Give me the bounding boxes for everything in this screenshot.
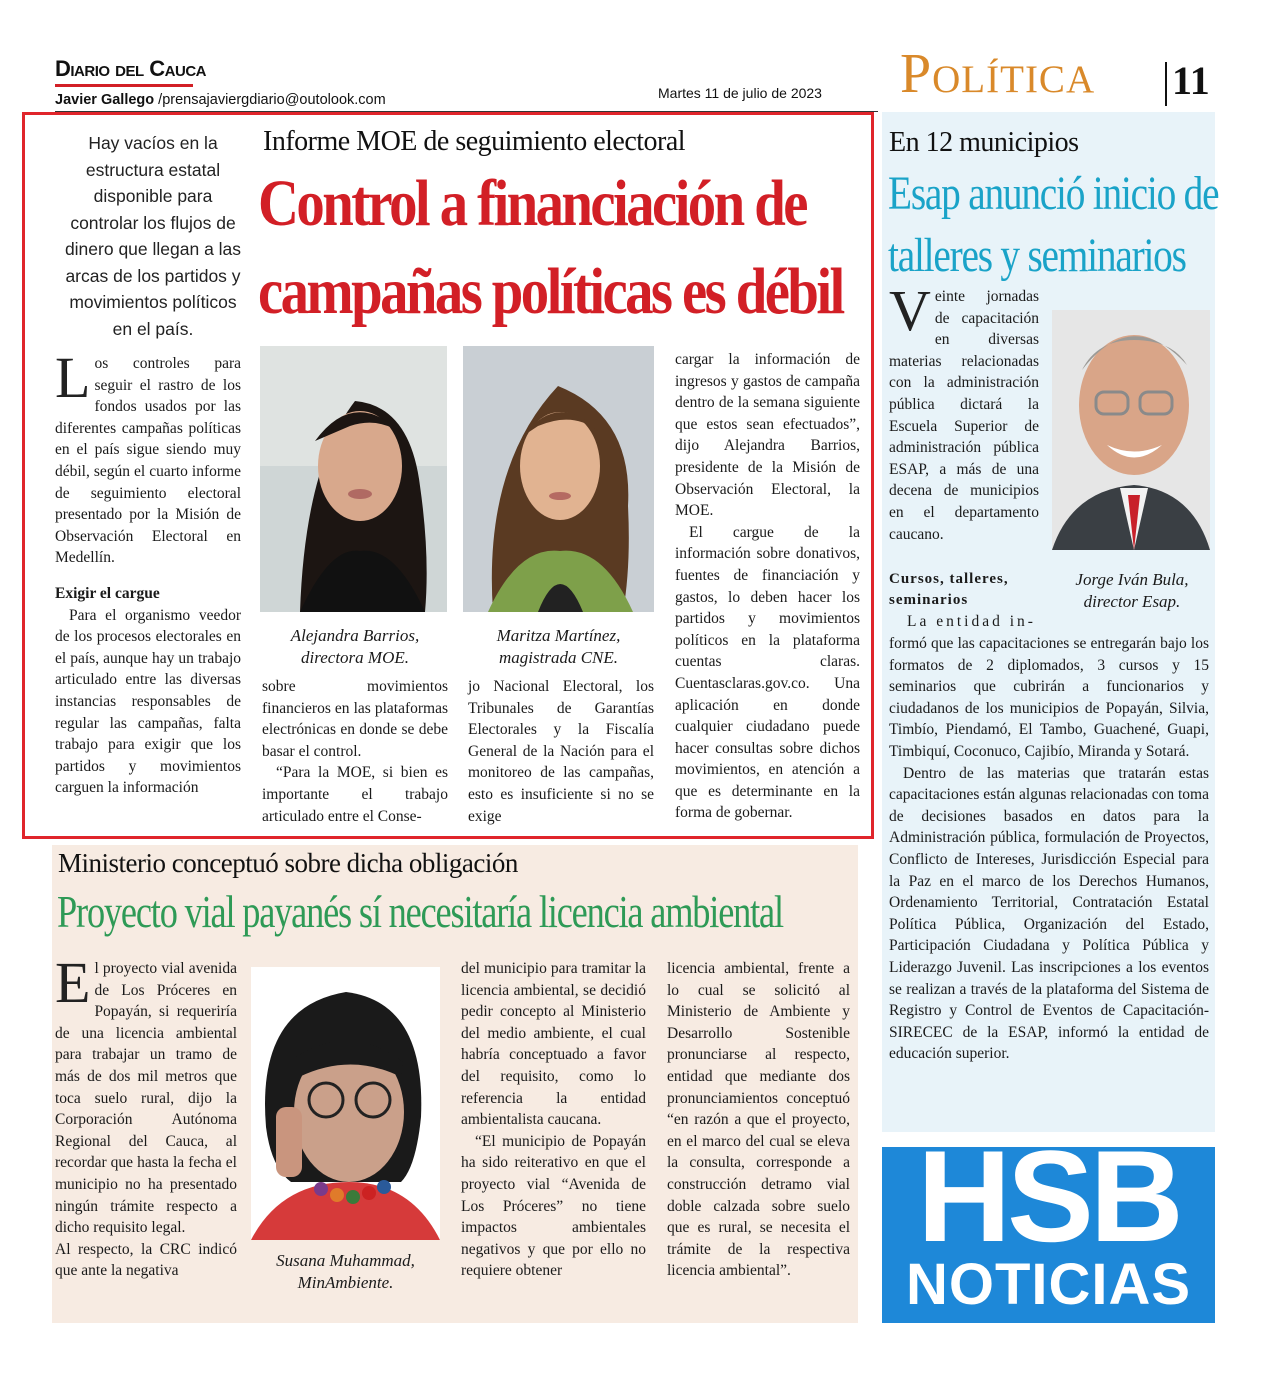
section-title: Política (900, 43, 1096, 105)
main-col1 (55, 345, 241, 799)
road-col3-p1: licencia ambiental, frente a lo cual se solicitó al Ministerio de Ambiente y Desarrollo Sostenible pronunciarse al respecto, entidad que mediante dos pronunciamientos conceptuó “en razón a que el proyecto, en el marco del cual se eleva la consulta, corresponde a construcción detramo vial doble calzada sobre suelo que es rural, se necesita el trámite de la respectiva licencia ambiental”. (667, 960, 850, 1280)
alejandra-caption-role: directora MOE. (301, 648, 409, 667)
main-subhead: Exigir el cargue (55, 584, 160, 602)
hsb-ad-logo: HSB (917, 1147, 1180, 1269)
road-col2-p1: del municipio para tramitar la licencia ambiental, se decidió pedir concepto al Ministerio del medio ambiente, el cual habría conceptuado a favor del requisito, como lo referencia la entidad ambientalista caucana. (461, 960, 646, 1129)
hsb-ad-subtitle: NOTICIAS (905, 1252, 1192, 1317)
road-col3 (667, 958, 850, 1282)
esap-headline (888, 163, 1218, 287)
susana-muhammad-photo (251, 967, 440, 1240)
esap-subhead: Cursos, talleres, seminarios (889, 571, 1009, 608)
road-col1-p1: l proyecto vial avenida de Los Próceres en Popayán, si requeriría de una licencia ambiental para trabajar un tramo de más de dos mil metros que toca suelo rural, dijo la Corporación Autónoma Regional del Cauca, al recordar que hasta la fecha el municipio no ha presentado ningún trámite respecto a dicho requisito legal. (55, 960, 237, 1237)
main-headline-line2: campañas políticas es débil (258, 255, 843, 328)
maritza-caption-role: magistrada CNE. (498, 648, 619, 667)
esap-p3: Dentro de las materias que tratarán estas capacitaciones están algunas relacionadas con toma de decisiones basados en datos para la Administración pública, formulación de Proyectos, Conflicto de Intereses, Jurisdicción Especial para la Paz en el marco de los Derechos Humanos, Ordenamiento Territorial, Contratación Estatal Política Pública, Organización del Estado, Participación Ciudadana y Política Pública y Liderazgo Juvenil. Las inscripciones a los eventos se realizan a través de la plataforma del Sistema de Registro y Control de Eventos de Capacitación- SIRECEC de la ESAP, informó la entidad de educación superior. (889, 764, 1209, 1063)
main-col3 (468, 676, 654, 827)
jorge-ivan-bula-photo (1052, 310, 1210, 550)
main-col4-p1: cargar la información de ingresos y gastos de campaña dentro de la semana siguiente que estos sean efectuados”, dijo Alejandra Barrios, presidente de la Misión de Observación Electoral, la MOE. (675, 351, 860, 520)
main-col3-p1: jo Nacional Electoral, los Tribunales de Garantías Electorales y la Fiscalía General de la Nación para el monitoreo de las campañas, esto es insuficiente si no se exige (468, 678, 654, 825)
main-col2-p2: “Para la MOE, si bien es importante el trabajo articulado entre el Conse- (262, 764, 448, 825)
susana-caption-role: MinAmbiente. (297, 1273, 394, 1292)
susana-caption-name: Susana Muhammad, (276, 1251, 415, 1270)
esap-p1: einte jornadas de capacitación en diversas materias relacionadas con la administración pública dictará la Escuela Superior de administración pública ESAP, a más de una decena de municipios en el departamento caucano. (889, 288, 1039, 543)
author-name: Javier Gallego (55, 92, 155, 108)
road-col1-p2: Al respecto, la CRC indicó que ante la negativa (55, 1240, 237, 1280)
byline (55, 92, 386, 108)
paper-name: Diario del Cauca (55, 56, 206, 81)
alejandra-caption (262, 625, 448, 669)
maritza-martinez-photo (463, 346, 654, 612)
author-email: /prensajaviergdiario@outolook.com (158, 92, 386, 108)
susana-caption (251, 1250, 440, 1294)
road-headline: Proyecto vial payanés sí necesitaría licencia ambiental (57, 886, 783, 937)
esap-p2: formó que las capacitaciones se entregarán bajo los formatos de 2 diplomados, 3 cursos y 15 seminarios que cubrirán a funcionarios y ciudadanos de los municipios de Popayán, Silvia, Timbío, Piendamó, El Tambo, Guachené, Guapi, Timbiquí, Coconuco, Cajibío, Miranda y Sotará. (889, 635, 1209, 760)
main-col4 (675, 349, 860, 824)
main-col2 (262, 676, 448, 827)
main-drop-cap: L (55, 345, 91, 410)
maritza-caption-name: Maritza Martínez, (496, 626, 621, 645)
main-col1-p2: Para el organismo veedor de los procesos electorales en el país, aunque hay un trabajo articulado entre las diversas instancias responsables de regular las campañas, falta trabajo para exigir que los partidos y movimientos carguen la información (55, 606, 241, 797)
esap-headline-line2: talleres y seminarios (888, 229, 1186, 282)
road-col2 (461, 958, 646, 1282)
issue-date: Martes 11 de julio de 2023 (658, 85, 822, 101)
road-col1 (55, 950, 237, 1282)
main-col1-p1: os controles para seguir el rastro de los fondos usados por las diferentes campañas políticas en el país sigue siendo muy débil, según el cuarto informe de seguimiento electoral presentado por la Misión de Observación Electoral en Medellín. (55, 355, 241, 567)
hsb-ad[interactable] (882, 1147, 1215, 1323)
esap-p2-start: La entidad in- (907, 613, 1036, 630)
road-drop-cap: E (55, 950, 91, 1015)
esap-drop-cap: V (889, 278, 931, 343)
maritza-caption (463, 625, 654, 669)
esap-col-top (889, 278, 1039, 545)
jorge-caption-name: Jorge Iván Bula, (1075, 570, 1189, 589)
main-headline (258, 160, 843, 336)
esap-kicker: En 12 municipios (889, 127, 1079, 158)
jorge-caption (1052, 569, 1212, 613)
esap-col-bottom (889, 633, 1209, 1065)
road-kicker: Ministerio conceptuó sobre dicha obligación (58, 848, 518, 878)
main-col2-p1: sobre movimientos financieros en las plataformas electrónicas en donde se debe basar el control. (262, 678, 448, 760)
section-divider (1165, 62, 1167, 106)
esap-headline-line1: Esap anunció inicio de (888, 167, 1219, 220)
masthead-rule (55, 84, 193, 87)
main-headline-line1: Control a financiación de (258, 167, 806, 240)
main-col4-p2: El cargue de la información sobre donativos, fuentes de financiación y gastos, lo deben hacer los partidos y movimientos políticos en la plataforma cuentas claras. Cuentasclaras.gov.co. Una aplicación en donde cualquier ciudadano puede hacer consultas sobre dichos movimientos, en atención a que es determinante en la forma de gobernar. (675, 523, 860, 822)
main-kicker: Informe MOE de seguimiento electoral (263, 126, 686, 157)
road-col2-p2: “El municipio de Popayán ha sido reiterativo en que el proyecto vial “Avenida de Los Próceres” no tiene impactos ambientales negativos y que por ello no requiere obtener (461, 1132, 646, 1280)
alejandra-barrios-photo (260, 346, 447, 612)
pullquote: Hay vacíos en la estructura estatal disponible para controlar los flujos de dinero que llegan a las arcas de los partidos y movimientos políticos en el país. (64, 133, 242, 339)
alejandra-caption-name: Alejandra Barrios, (290, 626, 420, 645)
jorge-caption-role: director Esap. (1083, 592, 1181, 611)
page-number: 11 (1172, 58, 1210, 103)
